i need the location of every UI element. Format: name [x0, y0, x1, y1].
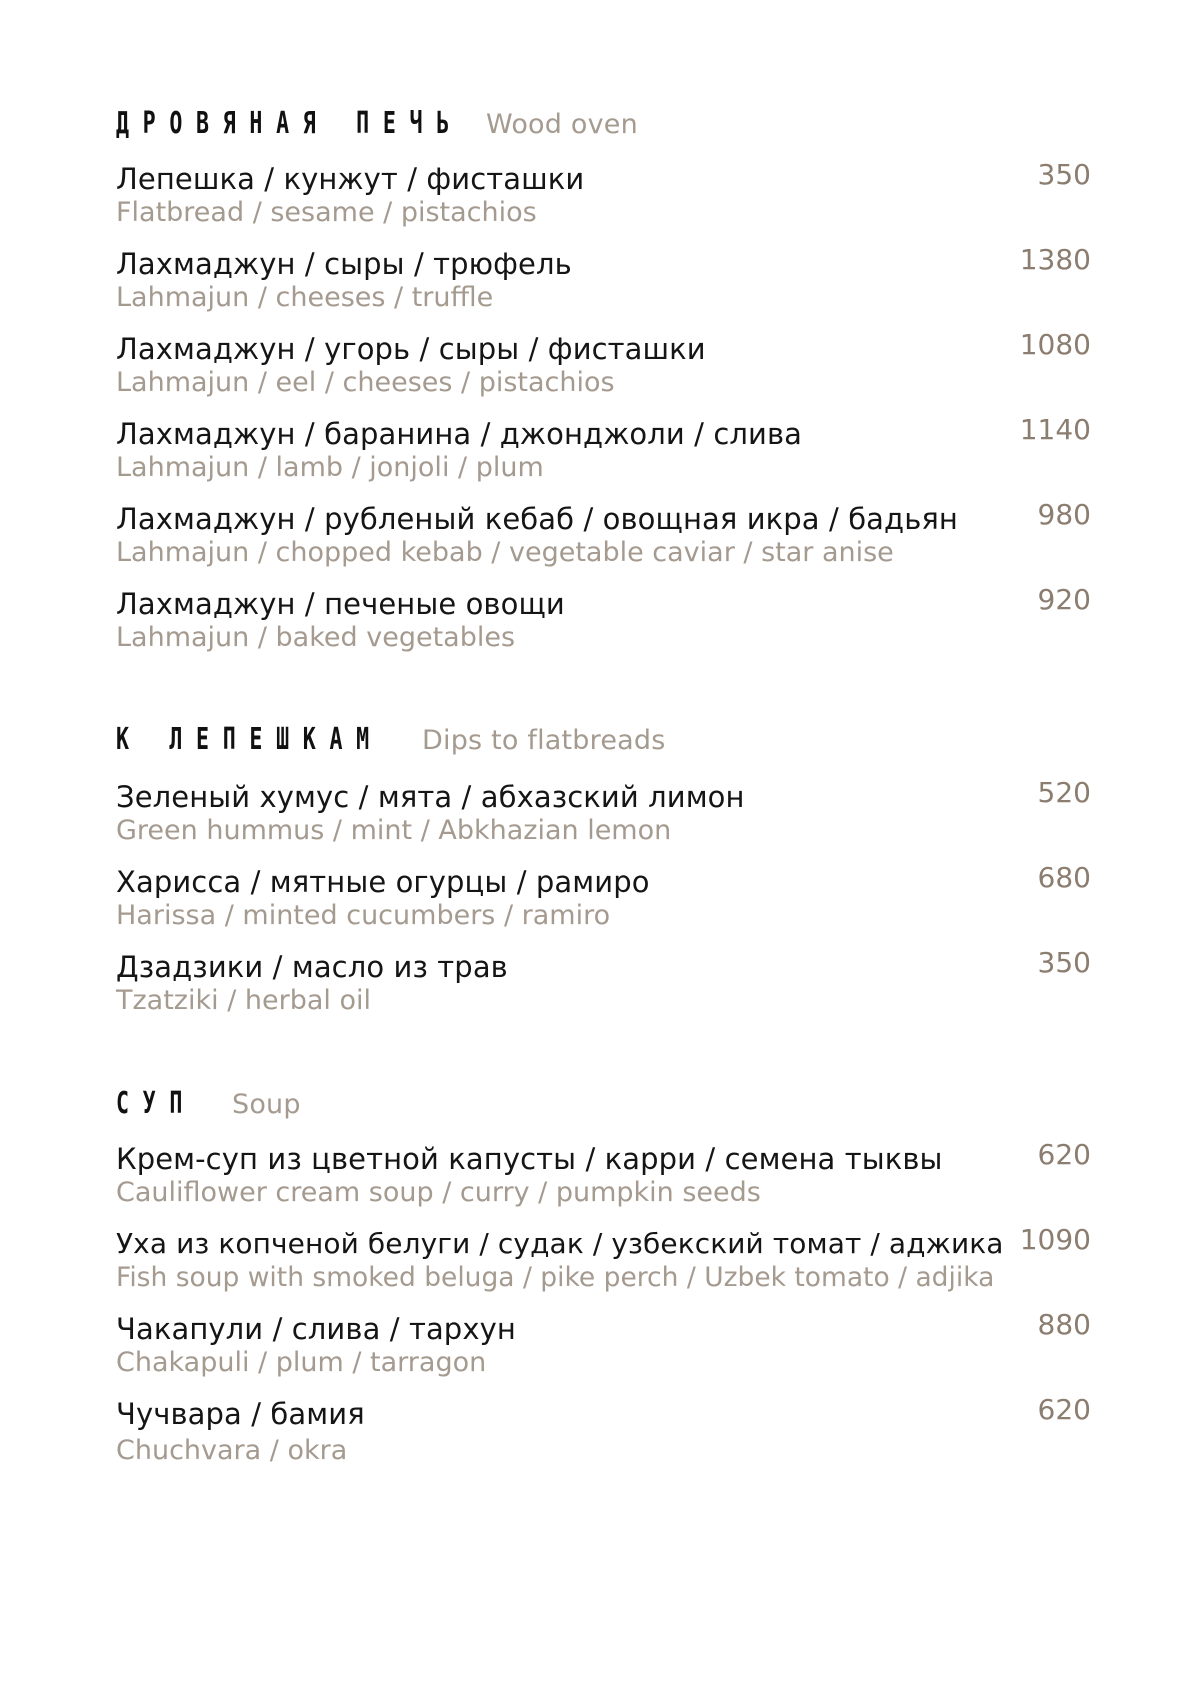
item-name-en: Fish soup with smoked beluga / pike perch / Uzbek tomato / adjika	[116, 1262, 995, 1293]
item-name-ru: Лепешка / кунжут / фисташки	[116, 162, 585, 196]
item-price: 1140	[1019, 413, 1091, 446]
menu-item	[116, 243, 1091, 327]
menu-item	[116, 1223, 1091, 1307]
menu-item	[116, 413, 1091, 497]
menu-item	[116, 861, 1091, 945]
section-title-ru: СУП	[116, 1086, 197, 1121]
section-title-ru: ДРОВЯНАЯ ПЕЧЬ	[116, 106, 463, 141]
item-price: 1380	[1019, 243, 1091, 276]
section-title-ru: К ЛЕПЕШКАМ	[116, 722, 383, 757]
item-price: 680	[1037, 861, 1091, 894]
item-price: 350	[1037, 946, 1091, 979]
item-price: 1090	[1019, 1223, 1091, 1256]
item-name-en: Lahmajun / baked vegetables	[116, 622, 516, 653]
item-price: 980	[1037, 498, 1091, 531]
menu-item	[116, 1138, 1091, 1222]
item-name-en: Green hummus / mint / Abkhazian lemon	[116, 815, 672, 846]
item-name-en: Lahmajun / chopped kebab / vegetable caviar / star anise	[116, 537, 894, 568]
item-name-en: Chuchvara / okra	[116, 1435, 348, 1466]
item-name-ru: Дзадзики / масло из трав	[116, 950, 508, 984]
section-title-en: Wood oven	[486, 109, 638, 140]
menu-item	[116, 498, 1091, 582]
item-price: 520	[1037, 776, 1091, 809]
item-name-ru: Зеленый хумус / мята / абхазский лимон	[116, 780, 745, 814]
item-name-en: Lahmajun / eel / cheeses / pistachios	[116, 367, 615, 398]
item-name-en: Chakapuli / plum / tarragon	[116, 1347, 487, 1378]
item-name-ru: Харисса / мятные огурцы / рамиро	[116, 865, 650, 899]
item-name-en: Lahmajun / lamb / jonjoli / plum	[116, 452, 544, 483]
item-name-en: Flatbread / sesame / pistachios	[116, 197, 537, 228]
menu-item	[116, 583, 1091, 667]
menu-item	[116, 776, 1091, 860]
item-name-ru: Лахмаджун / печеные овощи	[116, 587, 565, 621]
item-price: 1080	[1019, 328, 1091, 361]
item-price: 620	[1037, 1393, 1091, 1426]
menu-item	[116, 946, 1091, 1030]
item-name-ru: Лахмаджун / угорь / сыры / фисташки	[116, 332, 706, 366]
item-name-ru: Чучвара / бамия	[116, 1397, 365, 1431]
item-name-en: Cauliflower cream soup / curry / pumpkin seeds	[116, 1177, 761, 1208]
item-price: 920	[1037, 583, 1091, 616]
section-header-soup	[116, 1086, 301, 1121]
item-name-en: Harissa / minted cucumbers / ramiro	[116, 900, 611, 931]
item-name-ru: Уха из копченой белуги / судак / узбекский томат / аджика	[116, 1227, 1004, 1260]
menu-item	[116, 328, 1091, 412]
section-title-en: Soup	[232, 1089, 301, 1120]
section-title-en: Dips to flatbreads	[422, 725, 666, 756]
item-name-ru: Крем-суп из цветной капусты / карри / семена тыквы	[116, 1142, 943, 1176]
menu-item	[116, 158, 1091, 242]
section-header-wood-oven	[116, 106, 638, 141]
item-price: 620	[1037, 1138, 1091, 1171]
item-name-ru: Лахмаджун / сыры / трюфель	[116, 247, 572, 281]
menu-item	[116, 1393, 1091, 1477]
item-name-ru: Чакапули / слива / тархун	[116, 1312, 516, 1346]
item-name-ru: Лахмаджун / баранина / джонджоли / слива	[116, 417, 803, 451]
menu-item	[116, 1308, 1091, 1392]
item-price: 880	[1037, 1308, 1091, 1341]
item-name-ru: Лахмаджун / рубленый кебаб / овощная икра / бадьян	[116, 502, 958, 536]
item-name-en: Tzatziki / herbal oil	[116, 985, 371, 1016]
section-header-dips	[116, 722, 666, 757]
item-price: 350	[1037, 158, 1091, 191]
item-name-en: Lahmajun / cheeses / truffle	[116, 282, 494, 313]
